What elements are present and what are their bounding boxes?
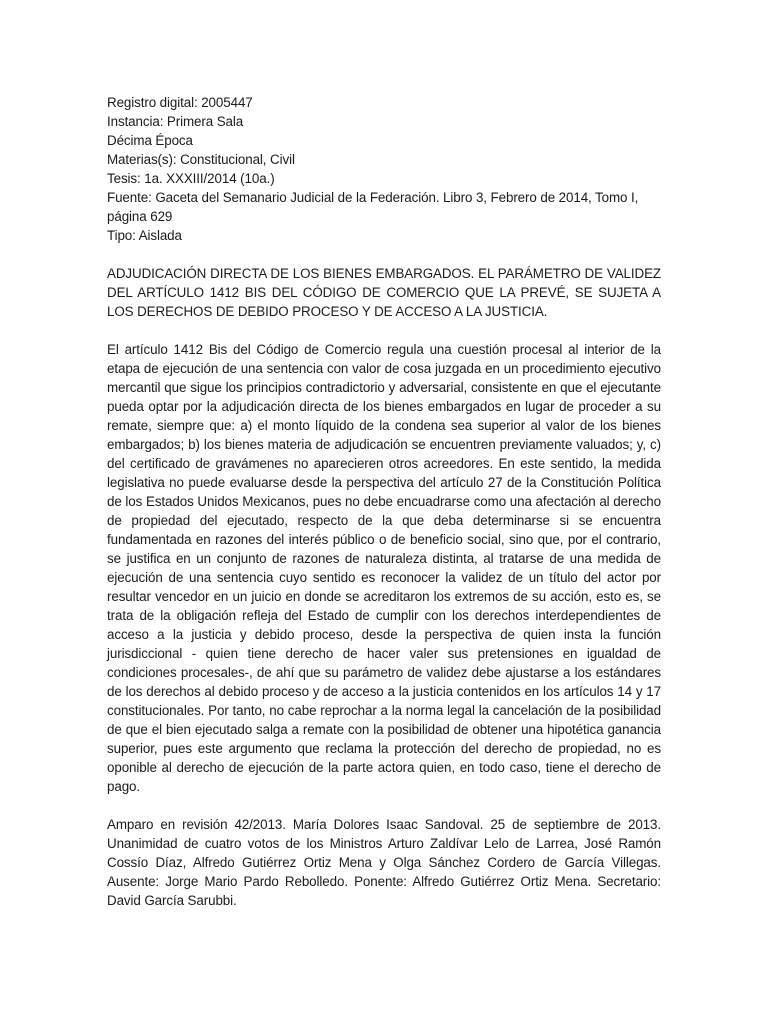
tipo: Tipo: Aislada (107, 228, 182, 243)
spacer (107, 796, 661, 815)
precedente-paragraph: Amparo en revisión 42/2013. María Dolores Isaac Sandoval. 25 de septiembre de 2013. Unanimidad de cuatro votos de los Ministros Arturo Zaldívar Lelo de Larrea, José Ramón Cossío Díaz, Alfredo Gutiérrez Ortiz Mena y Olga Sánchez Cordero de García Villegas. Ausente: Jorge Mario Pardo Rebolledo. Ponente: Alfredo Gutiérrez Ortiz Mena. Secretario: David García Sarubbi. (107, 817, 661, 908)
body-paragraph: El artículo 1412 Bis del Código de Comercio regula una cuestión procesal al interior de la etapa de ejecución de una sentencia con valor de cosa juzgada en un procedimiento ejecutivo mercantil que sigue los principios contradictorio y adversarial, consistente en que el ejecutante pueda optar por la adjudicación directa de los bienes embargados en lugar de proceder a su remate, siempre que: a) el monto líquido de la condena sea superior al valor de los bienes embargados; b) los bienes materia de adjudicación se encuentren previamente valuados; y, c) del certificado de gravámenes no aparecieren otros acreedores. En este sentido, la medida legislativa no puede evaluarse desde la perspectiva del artículo 27 de la Constitución Política de los Estados Unidos Mexicanos, pues no debe encuadrarse como una afectación al derecho de propiedad del ejecutado, respecto de la que deba determinarse si se encuentra fundamentada en razones del interés público o de beneficio social, sino que, por el contrario, se justifica en un conjunto de razones de naturaleza distinta, al tratarse de una medida de ejecución de una sentencia cuyo sentido es reconocer la validez de un título del actor por resultar vencedor en un juicio en donde se acreditaron los extremos de su acción, esto es, se trata de la obligación refleja del Estado de cumplir con los derechos interdependientes de acceso a la justicia y debido proceso, desde la perspectiva de quien insta la función jurisdiccional - quien tiene derecho de hacer valer sus pretensiones en igualdad de condiciones procesales-, de ahí que su parámetro de validez debe ajustarse a los estándares de los derechos al debido proceso y de acceso a la justicia contenidos en los artículos 14 y 17 constitucionales. Por tanto, no cabe reprochar a la norma legal la cancelación de la posibilidad de que el bien ejecutado salga a remate con la posibilidad de obtener una hipotética ganancia superior, pues este argumento que reclama la protección del derecho de propiedad, no es oponible al derecho de ejecución de la parte actora quien, en todo caso, tiene el derecho de pago. (107, 342, 661, 794)
instancia: Instancia: Primera Sala (107, 114, 244, 129)
registro-digital: Registro digital: 2005447 (107, 95, 253, 110)
epoca: Décima Época (107, 133, 193, 148)
fuente: Fuente: Gaceta del Semanario Judicial de la Federación. Libro 3, Febrero de 2014, Tomo I, página 629 (107, 190, 639, 224)
rubro-heading: ADJUDICACIÓN DIRECTA DE LOS BIENES EMBARGADOS. EL PARÁMETRO DE VALIDEZ DEL ARTÍCULO 1412 BIS DEL CÓDIGO DE COMERCIO QUE LA PREVÉ, SE SUJETA A LOS DERECHOS DE DEBIDO PROCESO Y DE ACCESO A LA JUSTICIA. (107, 266, 661, 319)
metadata-block (107, 93, 661, 245)
document-content (107, 93, 661, 910)
materias: Materias(s): Constitucional, Civil (107, 152, 295, 167)
spacer (107, 245, 661, 264)
spacer (107, 321, 661, 340)
tesis: Tesis: 1a. XXXIII/2014 (10a.) (107, 171, 275, 186)
